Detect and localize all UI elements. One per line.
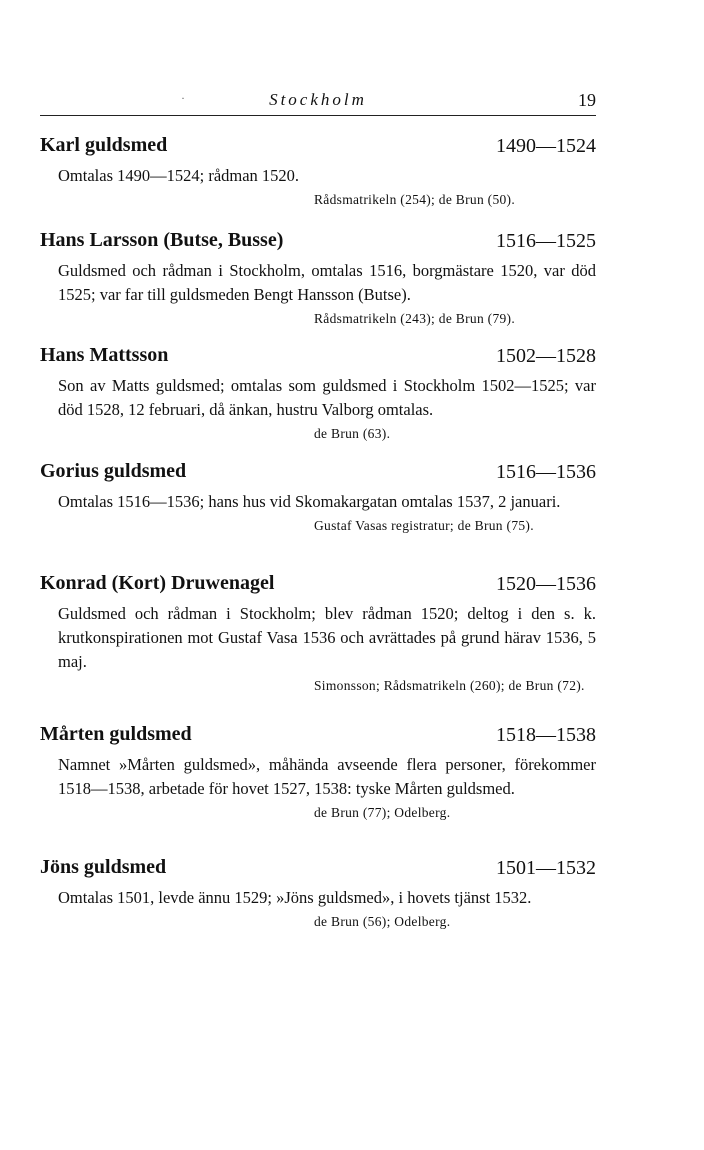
entry-name: Mårten guldsmed xyxy=(40,723,192,745)
entry-years: 1516—1525 xyxy=(496,230,596,252)
entry-text: Guldsmed och rådman i Stockholm; blev rådman 1520; deltog i den s. k. krutkonspirationen mot Gustaf Vasa 1536 och avrättades på grund härav 1536, 5 maj. xyxy=(58,604,596,671)
entry-header xyxy=(40,460,596,490)
entry-text: Namnet »Mårten guldsmed», måhända avseende flera personer, förekommer 1518—1538, arbetade för hovet 1527, 1538: tyske Mårten guldsmed. xyxy=(58,755,596,798)
entry-header xyxy=(40,134,596,164)
entry-header xyxy=(40,572,596,602)
entry-karl-guldsmed xyxy=(40,134,596,210)
entry-konrad-druwenagel xyxy=(40,572,596,696)
entry-header xyxy=(40,723,596,753)
entry-name: Jöns guldsmed xyxy=(40,856,167,878)
entry-source: Gustaf Vasas registratur; de Brun (75). xyxy=(314,518,534,533)
running-head xyxy=(40,90,596,112)
entry-text: Omtalas 1501, levde ännu 1529; »Jöns guldsmed», i hovets tjänst 1532. xyxy=(58,888,532,907)
entry-name: Konrad (Kort) Druwenagel xyxy=(40,572,275,594)
entry-source: Rådsmatrikeln (254); de Brun (50). xyxy=(314,192,516,207)
entry-header xyxy=(40,344,596,374)
entry-text: Omtalas 1516—1536; hans hus vid Skomakargatan omtalas 1537, 2 januari. xyxy=(58,492,561,511)
entry-source: Rådsmatrikeln (243); de Brun (79). xyxy=(314,311,516,326)
entry-hans-larsson xyxy=(40,229,596,329)
entry-name: Karl guldsmed xyxy=(40,134,168,156)
entry-header xyxy=(40,856,596,886)
entry-years: 1520—1536 xyxy=(496,573,596,595)
entry-source: de Brun (56); Odelberg. xyxy=(314,914,451,929)
header-rule xyxy=(40,115,596,116)
entry-years: 1490—1524 xyxy=(496,135,596,157)
entry-name: Hans Larsson (Butse, Busse) xyxy=(40,229,284,251)
entry-header xyxy=(40,229,596,259)
page-number: 19 xyxy=(578,90,596,110)
entry-marten-guldsmed xyxy=(40,723,596,823)
entry-source: de Brun (77); Odelberg. xyxy=(314,805,451,820)
entry-source: de Brun (63). xyxy=(314,426,391,441)
entry-years: 1502—1528 xyxy=(496,345,596,367)
head-dot: · xyxy=(181,91,185,105)
entry-years: 1518—1538 xyxy=(496,724,596,746)
entry-text: Son av Matts guldsmed; omtalas som guldsmed i Stockholm 1502—1525; var död 1528, 12 februari, då änkan, hustru Valborg omtalas. xyxy=(58,376,596,419)
running-title: Stockholm xyxy=(269,90,367,109)
entry-name: Gorius guldsmed xyxy=(40,460,187,482)
entry-years: 1516—1536 xyxy=(496,461,596,483)
entry-years: 1501—1532 xyxy=(496,857,596,879)
entry-gorius-guldsmed xyxy=(40,460,596,536)
entry-jons-guldsmed xyxy=(40,856,596,932)
entry-source: Simonsson; Rådsmatrikeln (260); de Brun (72). xyxy=(314,678,585,693)
entry-hans-mattsson xyxy=(40,344,596,444)
entry-text: Omtalas 1490—1524; rådman 1520. xyxy=(58,166,300,185)
entry-name: Hans Mattsson xyxy=(40,344,169,366)
entry-text: Guldsmed och rådman i Stockholm, omtalas 1516, borgmästare 1520, var död 1525; var far till guldsmeden Bengt Hansson (Butse). xyxy=(58,261,596,304)
